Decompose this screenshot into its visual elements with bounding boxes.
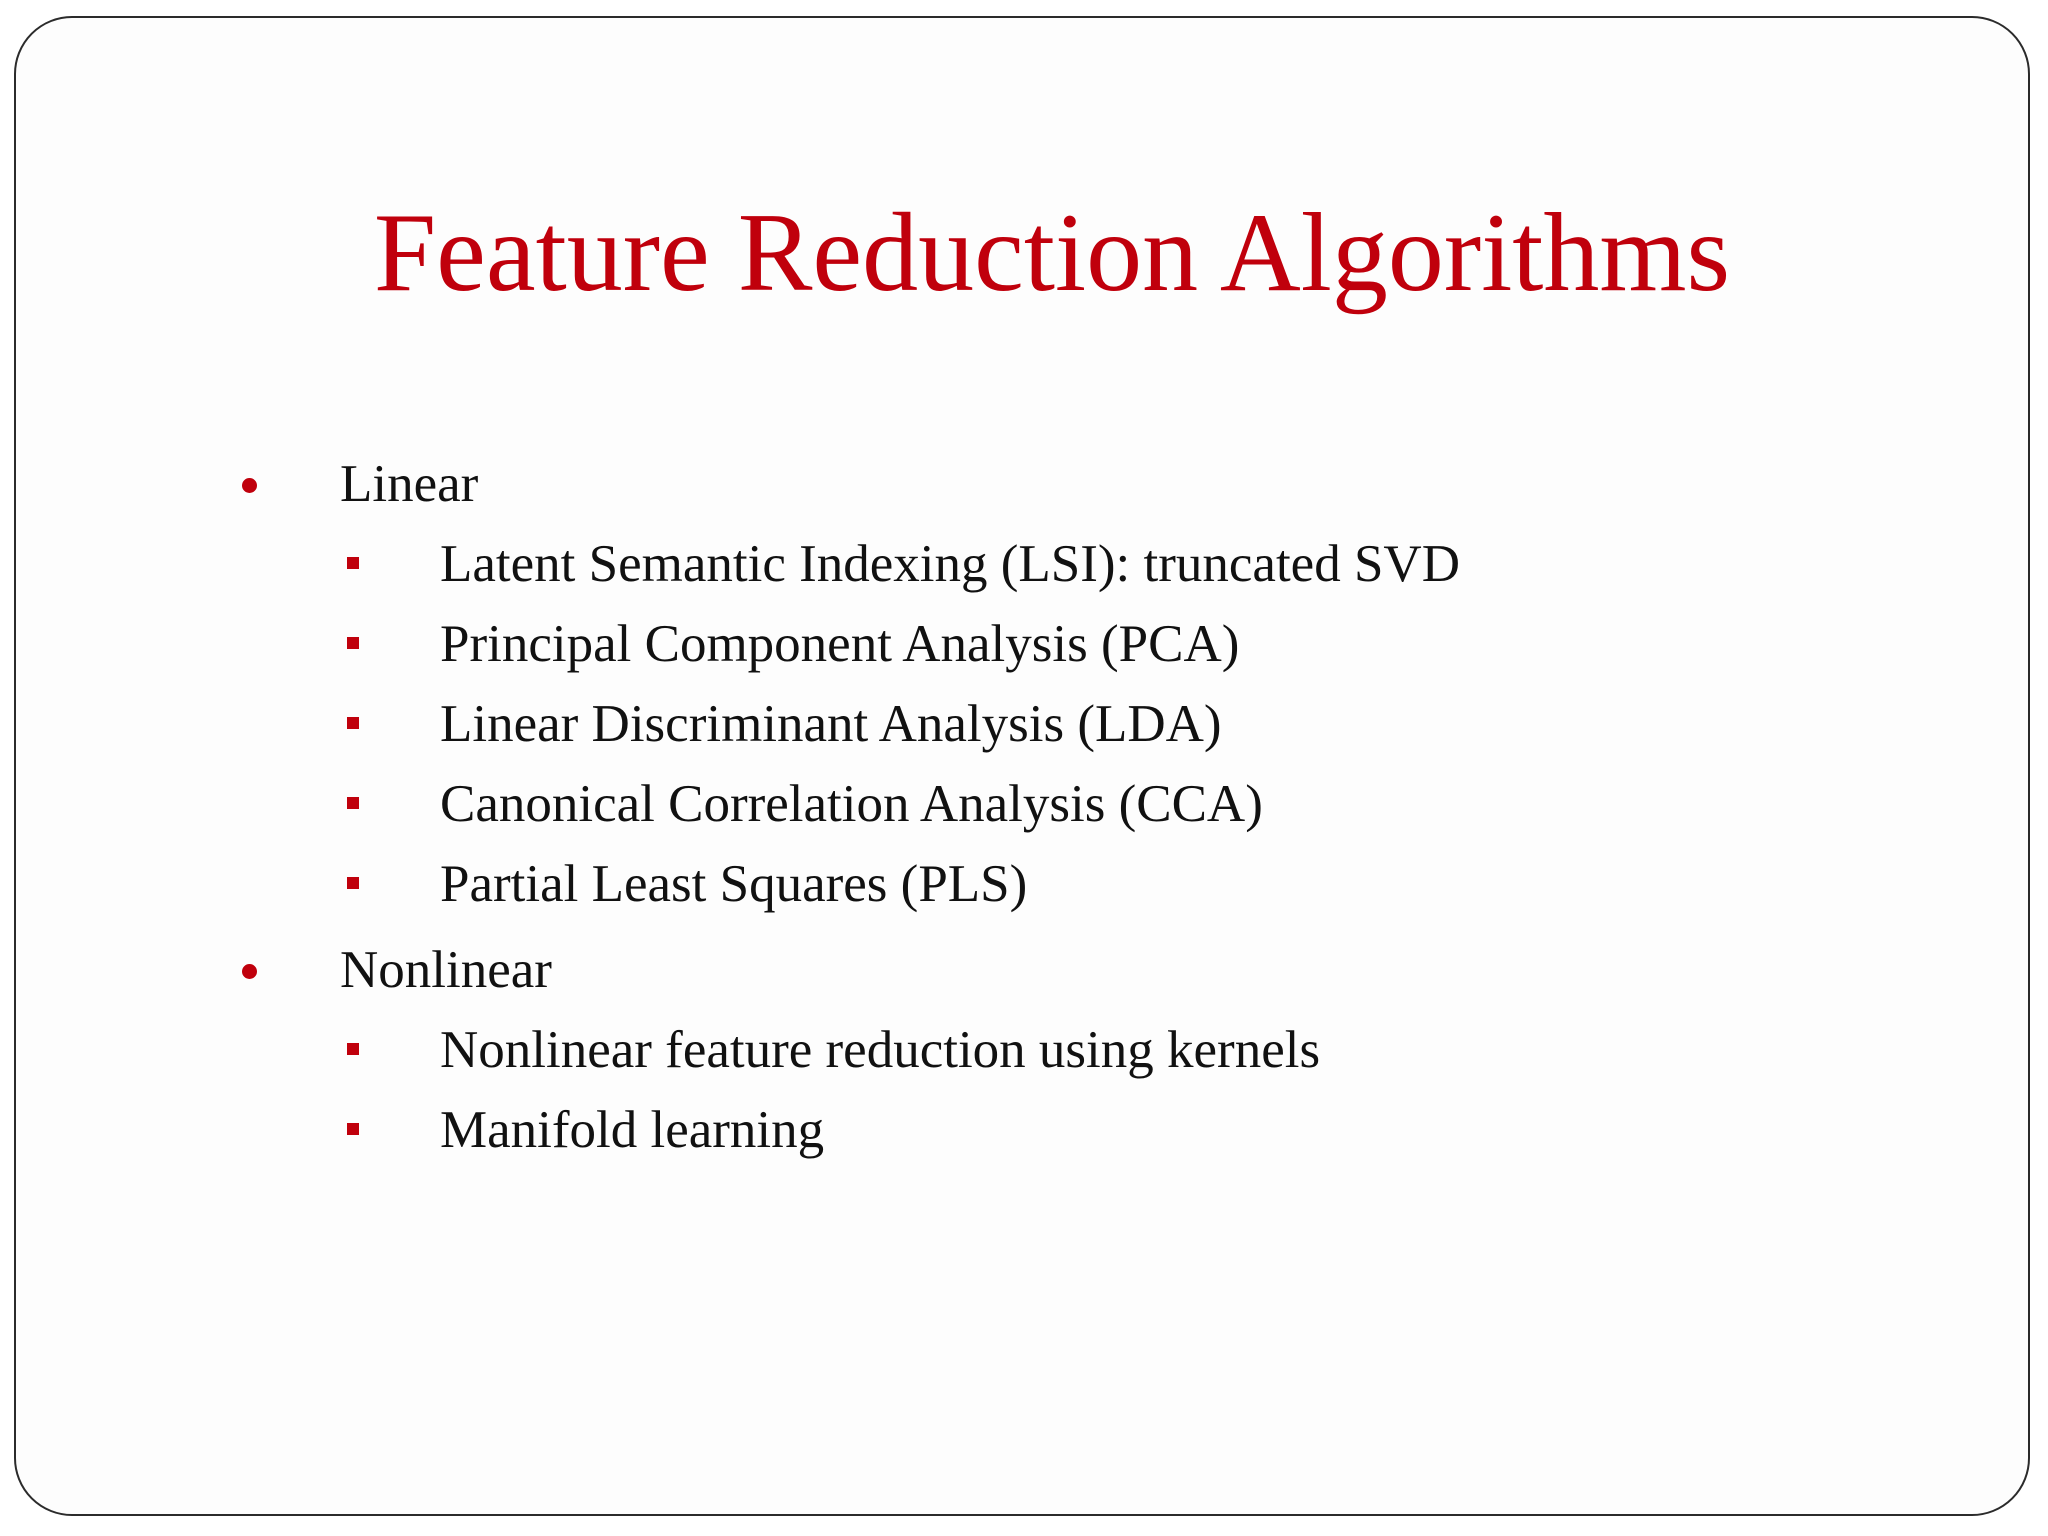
bullet-group-linear [226,444,1926,524]
bullet-square-icon [347,1043,359,1055]
slide-title: Feature Reduction Algorithms [373,191,1731,315]
bullet-group-nonlinear [226,930,1926,1010]
list-item [226,684,1926,764]
list-item [226,1090,1926,1170]
bullet-list [226,438,1926,1170]
list-item [226,1010,1926,1090]
bullet-square-icon [347,637,359,649]
list-item-text: Latent Semantic Indexing (LSI): truncated SVD [440,535,1460,593]
list-item [226,604,1926,684]
bullet-square-icon [347,1123,359,1135]
slide [14,16,2030,1516]
list-item-text: Principal Component Analysis (PCA) [440,615,1240,673]
list-item-text: Canonical Correlation Analysis (CCA) [440,775,1263,833]
list-item-text: Nonlinear feature reduction using kernels [440,1021,1321,1079]
list-item [226,844,1926,924]
list-item [226,764,1926,844]
bullet-square-icon [347,717,359,729]
sub-bullet-list-linear [226,524,1926,924]
list-item-text: Partial Least Squares (PLS) [440,855,1028,913]
bullet-square-icon [347,877,359,889]
list-item [226,524,1926,604]
bullet-square-icon [347,557,359,569]
list-item-text: Manifold learning [440,1101,825,1159]
bullet-dot-icon [242,964,257,979]
bullet-group-label: Linear [340,455,479,513]
bullet-square-icon [347,797,359,809]
bullet-group-label: Nonlinear [340,941,552,999]
bullet-dot-icon [242,478,257,493]
list-item-text: Linear Discriminant Analysis (LDA) [440,695,1222,753]
sub-bullet-list-nonlinear [226,1010,1926,1170]
